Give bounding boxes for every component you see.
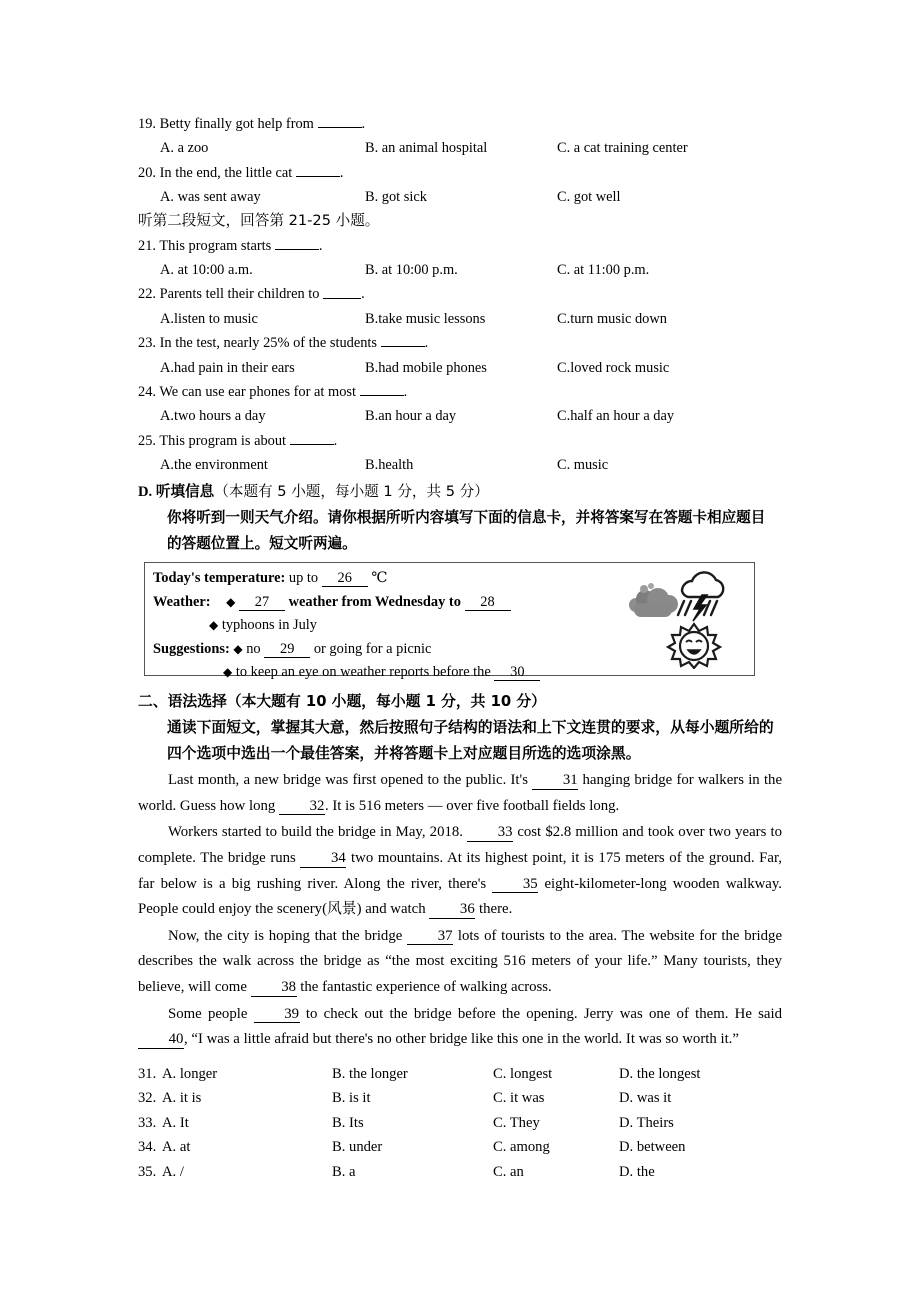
choice-option-a[interactable]: A. It xyxy=(162,1114,189,1131)
question-25-period: . xyxy=(333,432,338,449)
weather-icons-svg xyxy=(620,569,740,669)
choice-option-a[interactable]: A. longer xyxy=(162,1065,218,1082)
choice-number: 34. xyxy=(138,1139,157,1156)
cloud-icon xyxy=(629,583,678,617)
suggestion2-prefix: to keep an eye on weather reports before the xyxy=(235,664,491,681)
p2-text-b: cost $2.8 million and took over two years to complete. The bridge runs xyxy=(138,824,783,866)
p4-text-b: to check out the bridge before the opening. Jerry was one of them. He said xyxy=(305,1005,782,1022)
blank-37[interactable]: 37 xyxy=(407,929,453,946)
section-d-score-note: （本题有 5 小题，每小题 1 分，共 5 分） xyxy=(214,483,489,501)
section-d-title: 听填信息 xyxy=(155,483,215,501)
option-b[interactable]: B.had mobile phones xyxy=(365,359,487,376)
passage-paragraph-3 xyxy=(138,924,782,1001)
choice-number: 31. xyxy=(138,1065,157,1082)
option-b[interactable]: B.health xyxy=(365,456,414,473)
choice-option-b[interactable]: B. a xyxy=(332,1163,356,1180)
weather-illustration xyxy=(620,569,740,669)
choice-option-b[interactable]: B. Its xyxy=(332,1114,364,1131)
blank-34[interactable]: 34 xyxy=(300,851,346,868)
question-21-number: 21. xyxy=(138,237,156,254)
choice-row-34 xyxy=(138,1135,782,1160)
question-23-text: In the test, nearly 25% of the students xyxy=(159,335,378,352)
section-d-header xyxy=(138,479,782,505)
weather-info-card xyxy=(144,562,755,681)
smiling-sun-icon xyxy=(668,624,720,668)
blank-35[interactable]: 35 xyxy=(492,877,538,894)
typhoon-text: typhoons in July xyxy=(221,617,317,634)
question-25-options xyxy=(138,453,782,477)
choice-option-c[interactable]: C. They xyxy=(493,1114,540,1131)
question-19-period: . xyxy=(361,116,366,133)
choice-option-a[interactable]: A. it is xyxy=(162,1090,202,1107)
diamond-bullet-icon: ◆ xyxy=(209,618,219,633)
option-a[interactable]: A. was sent away xyxy=(160,189,261,206)
question-22-blank xyxy=(323,282,361,298)
question-24-options xyxy=(138,404,782,428)
p2-text-d: eight-kilometer-long wooden walkway. People could enjoy the scenery(风景) and watch xyxy=(138,875,782,918)
blank-40[interactable]: 40 xyxy=(138,1032,184,1049)
option-a[interactable]: A. at 10:00 a.m. xyxy=(160,262,253,279)
diamond-bullet-icon: ◆ xyxy=(233,641,243,656)
blank-28[interactable]: 28 xyxy=(465,595,511,611)
option-c[interactable]: C.half an hour a day xyxy=(557,408,675,425)
suggestions-label: Suggestions: xyxy=(153,640,230,657)
exam-page-content xyxy=(138,112,782,1184)
blank-27[interactable]: 27 xyxy=(239,595,285,611)
p4-text-a: Some people xyxy=(168,1005,248,1022)
choice-number: 35. xyxy=(138,1163,157,1180)
question-20-period: . xyxy=(339,164,344,181)
weather-mid-text: weather from Wednesday to xyxy=(288,593,461,610)
temperature-label: Today's temperature: xyxy=(153,570,286,587)
question-23-number: 23. xyxy=(138,335,156,352)
choice-row-32 xyxy=(138,1086,782,1111)
option-a[interactable]: A. a zoo xyxy=(160,140,209,157)
choice-row-33 xyxy=(138,1111,782,1136)
blank-29[interactable]: 29 xyxy=(264,642,310,658)
part-two-heading: 二、语法选择（本大题有 10 小题，每小题 1 分，共 10 分） xyxy=(138,693,546,711)
blank-36[interactable]: 36 xyxy=(429,902,475,919)
question-24-period: . xyxy=(403,383,408,400)
diamond-bullet-icon: ◆ xyxy=(223,665,233,680)
option-c[interactable]: C. music xyxy=(557,456,609,473)
p2-text-c: two mountains. At its highest point, it is 175 meters of the ground. Far, far below is a big rushing river. Along the river, there's xyxy=(138,850,782,892)
choice-row-31 xyxy=(138,1062,782,1087)
question-25-blank xyxy=(290,429,334,445)
question-19-stem xyxy=(138,112,782,136)
option-b[interactable]: B.an hour a day xyxy=(365,408,457,425)
question-21-options xyxy=(138,258,782,282)
question-21-period: . xyxy=(318,237,323,254)
choice-option-c[interactable]: C. it was xyxy=(493,1090,545,1107)
passage2-instruction: 听第二段短文，回答第 21-25 小题。 xyxy=(138,212,380,230)
question-23-period: . xyxy=(424,335,429,352)
blank-39[interactable]: 39 xyxy=(254,1007,300,1024)
thunderstorm-cloud-icon xyxy=(678,573,723,622)
question-25-number: 25. xyxy=(138,432,156,449)
question-20-text: In the end, the little cat xyxy=(159,164,293,181)
question-23-options xyxy=(138,356,782,380)
option-c[interactable]: C.loved rock music xyxy=(557,359,670,376)
temperature-prefix: up to xyxy=(288,570,319,587)
question-23-stem xyxy=(138,331,782,355)
blank-33[interactable]: 33 xyxy=(467,825,513,842)
question-20-blank xyxy=(296,161,340,177)
p4-text-c: , “I was a little afraid but there's no other bridge like this one in the world. It was so worth it.” xyxy=(184,1031,739,1048)
option-a[interactable]: A.two hours a day xyxy=(160,408,266,425)
option-a[interactable]: A.the environment xyxy=(160,456,268,473)
p3-text-a: Now, the city is hoping that the bridge xyxy=(168,927,403,944)
option-b[interactable]: B. at 10:00 p.m. xyxy=(365,262,458,279)
p1-text-b: hanging bridge for walkers in the world. Guess how long xyxy=(138,772,783,814)
question-24-text: We can use ear phones for at most xyxy=(159,383,356,400)
suggestion1-prefix: no xyxy=(246,640,261,657)
blank-38[interactable]: 38 xyxy=(251,980,297,997)
choice-option-d[interactable]: D. the longest xyxy=(619,1065,701,1082)
suggestion1-suffix: or going for a picnic xyxy=(313,640,432,657)
p3-text-c: the fantastic experience of walking across. xyxy=(300,978,552,995)
question-21-blank xyxy=(275,234,319,250)
choice-option-b[interactable]: B. is it xyxy=(332,1090,371,1107)
question-22-number: 22. xyxy=(138,286,156,303)
blank-32[interactable]: 32 xyxy=(279,799,325,816)
passage-paragraph-1 xyxy=(138,768,782,819)
question-19-blank xyxy=(318,112,362,128)
question-24-blank xyxy=(360,380,404,396)
weather-label: Weather: xyxy=(153,593,211,610)
question-25-text: This program is about xyxy=(159,432,287,449)
choice-number: 33. xyxy=(138,1114,157,1131)
question-23-blank xyxy=(381,331,425,347)
blank-26[interactable]: 26 xyxy=(322,571,368,587)
choice-number: 32. xyxy=(138,1090,157,1107)
option-c[interactable]: C.turn music down xyxy=(557,310,667,327)
question-24-number: 24. xyxy=(138,383,156,400)
choice-option-d[interactable]: D. the xyxy=(619,1163,655,1180)
question-19-options xyxy=(138,136,782,160)
section-d-label: D. xyxy=(138,484,153,501)
blank-30[interactable]: 30 xyxy=(494,665,540,681)
question-25-stem xyxy=(138,429,782,453)
p1-text-c: . It is 516 meters — over five football fields long. xyxy=(324,797,620,814)
question-20-options xyxy=(138,185,782,209)
choice-option-d[interactable]: D. Theirs xyxy=(619,1114,674,1131)
option-b[interactable]: B. got sick xyxy=(365,189,427,206)
choice-option-c[interactable]: C. among xyxy=(493,1139,550,1156)
blank-31[interactable]: 31 xyxy=(532,773,578,790)
p2-text-a: Workers started to build the bridge in May, 2018. xyxy=(168,824,463,841)
question-22-stem xyxy=(138,282,782,306)
choice-option-b[interactable]: B. the longer xyxy=(332,1065,408,1082)
option-a[interactable]: A.listen to music xyxy=(160,310,258,327)
temperature-unit: ℃ xyxy=(371,570,388,587)
diamond-bullet-icon: ◆ xyxy=(226,594,236,609)
question-20-number: 20. xyxy=(138,164,156,181)
question-21-text: This program starts xyxy=(159,237,272,254)
option-c[interactable]: C. got well xyxy=(557,189,621,206)
question-22-period: . xyxy=(361,286,365,303)
passage-paragraph-2 xyxy=(138,820,782,922)
p2-text-e: there. xyxy=(479,901,513,918)
question-24-stem xyxy=(138,380,782,404)
choice-option-d[interactable]: D. between xyxy=(619,1139,686,1156)
option-a[interactable]: A.had pain in their ears xyxy=(160,359,295,376)
choice-option-b[interactable]: B. under xyxy=(332,1139,383,1156)
p1-text-a: Last month, a new bridge was first opened to the public. It's xyxy=(168,772,528,789)
choice-option-d[interactable]: D. was it xyxy=(619,1090,672,1107)
choice-row-35 xyxy=(138,1160,782,1185)
question-22-options xyxy=(138,307,782,331)
question-21-stem xyxy=(138,234,782,258)
grammar-choices-list xyxy=(138,1062,782,1185)
option-c[interactable]: C. a cat training center xyxy=(557,140,688,157)
choice-option-a[interactable]: A. / xyxy=(162,1163,184,1180)
part-two-instruction: 通读下面短文，掌握其大意，然后按照句子结构的语法和上下文连贯的要求，从每小题所给的四个选项中选出一个最佳答案，并将答题卡上对应题目所选的选项涂黑。 xyxy=(167,719,774,763)
question-20-stem xyxy=(138,161,782,185)
question-22-text: Parents tell their children to xyxy=(159,286,320,303)
option-c[interactable]: C. at 11:00 p.m. xyxy=(557,262,650,279)
choice-option-c[interactable]: C. an xyxy=(493,1163,524,1180)
p3-text-b: lots of tourists to the area. The website for the bridge describes the walk across the bridge as “the most exciting 516 meters of your life.” Many tourists, they believe, will come xyxy=(138,927,783,995)
choice-option-c[interactable]: C. longest xyxy=(493,1065,553,1082)
question-19-number: 19. xyxy=(138,116,156,133)
choice-option-a[interactable]: A. at xyxy=(162,1139,191,1156)
option-b[interactable]: B.take music lessons xyxy=(365,310,486,327)
question-19-text: Betty finally got help from xyxy=(159,116,314,133)
option-b[interactable]: B. an animal hospital xyxy=(365,140,488,157)
section-d-instruction: 你将听到一则天气介绍。请你根据所听内容填写下面的信息卡，并将答案写在答题卡相应题目的答题位置上。短文听两遍。 xyxy=(167,509,766,552)
passage-paragraph-4 xyxy=(138,1002,782,1053)
